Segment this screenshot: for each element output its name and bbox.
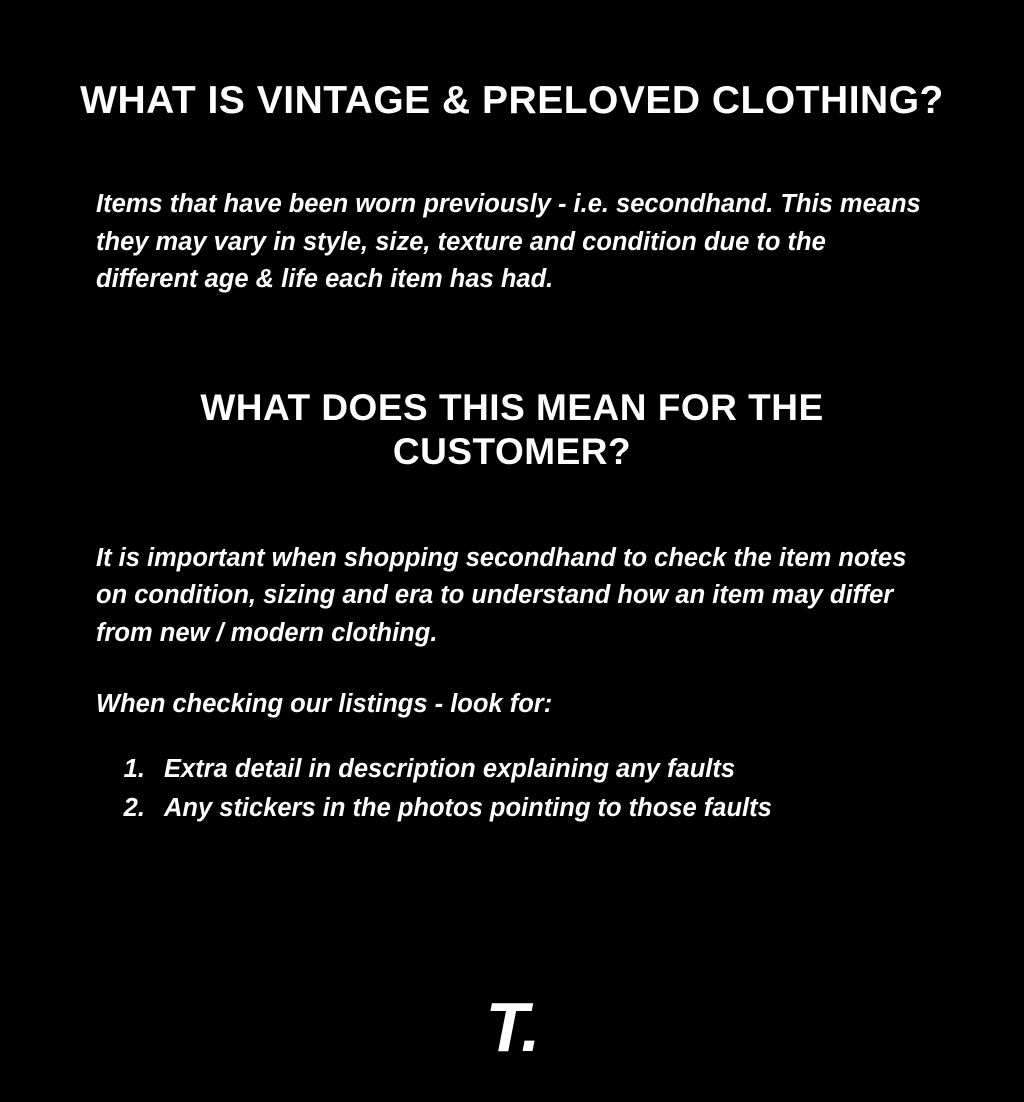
faults-list xyxy=(0,750,1024,829)
list-item: 2. Any stickers in the photos pointing to those faults xyxy=(152,789,1024,829)
section-title-customer: WHAT DOES THIS MEAN FOR THE CUSTOMER? xyxy=(200,387,824,473)
customer-meaning-paragraph: It is important when shopping secondhand to check the item notes on condition, sizing and era to understand how an item may differ from new / modern clothing. xyxy=(96,543,907,647)
page-title: WHAT IS VINTAGE & PRELOVED CLOTHING? xyxy=(80,79,944,122)
listings-prompt-paragraph: When checking our listings - look for: xyxy=(96,690,553,719)
list-item: 1. Extra detail in description explaining any faults xyxy=(152,750,1024,790)
slide-card xyxy=(0,78,1024,1102)
brand-logo: T. xyxy=(485,988,539,1066)
definition-paragraph: Items that have been worn previously - i.e. secondhand. This means they may vary in style, size, texture and condition due to the different age & life each item has had. xyxy=(96,190,921,293)
